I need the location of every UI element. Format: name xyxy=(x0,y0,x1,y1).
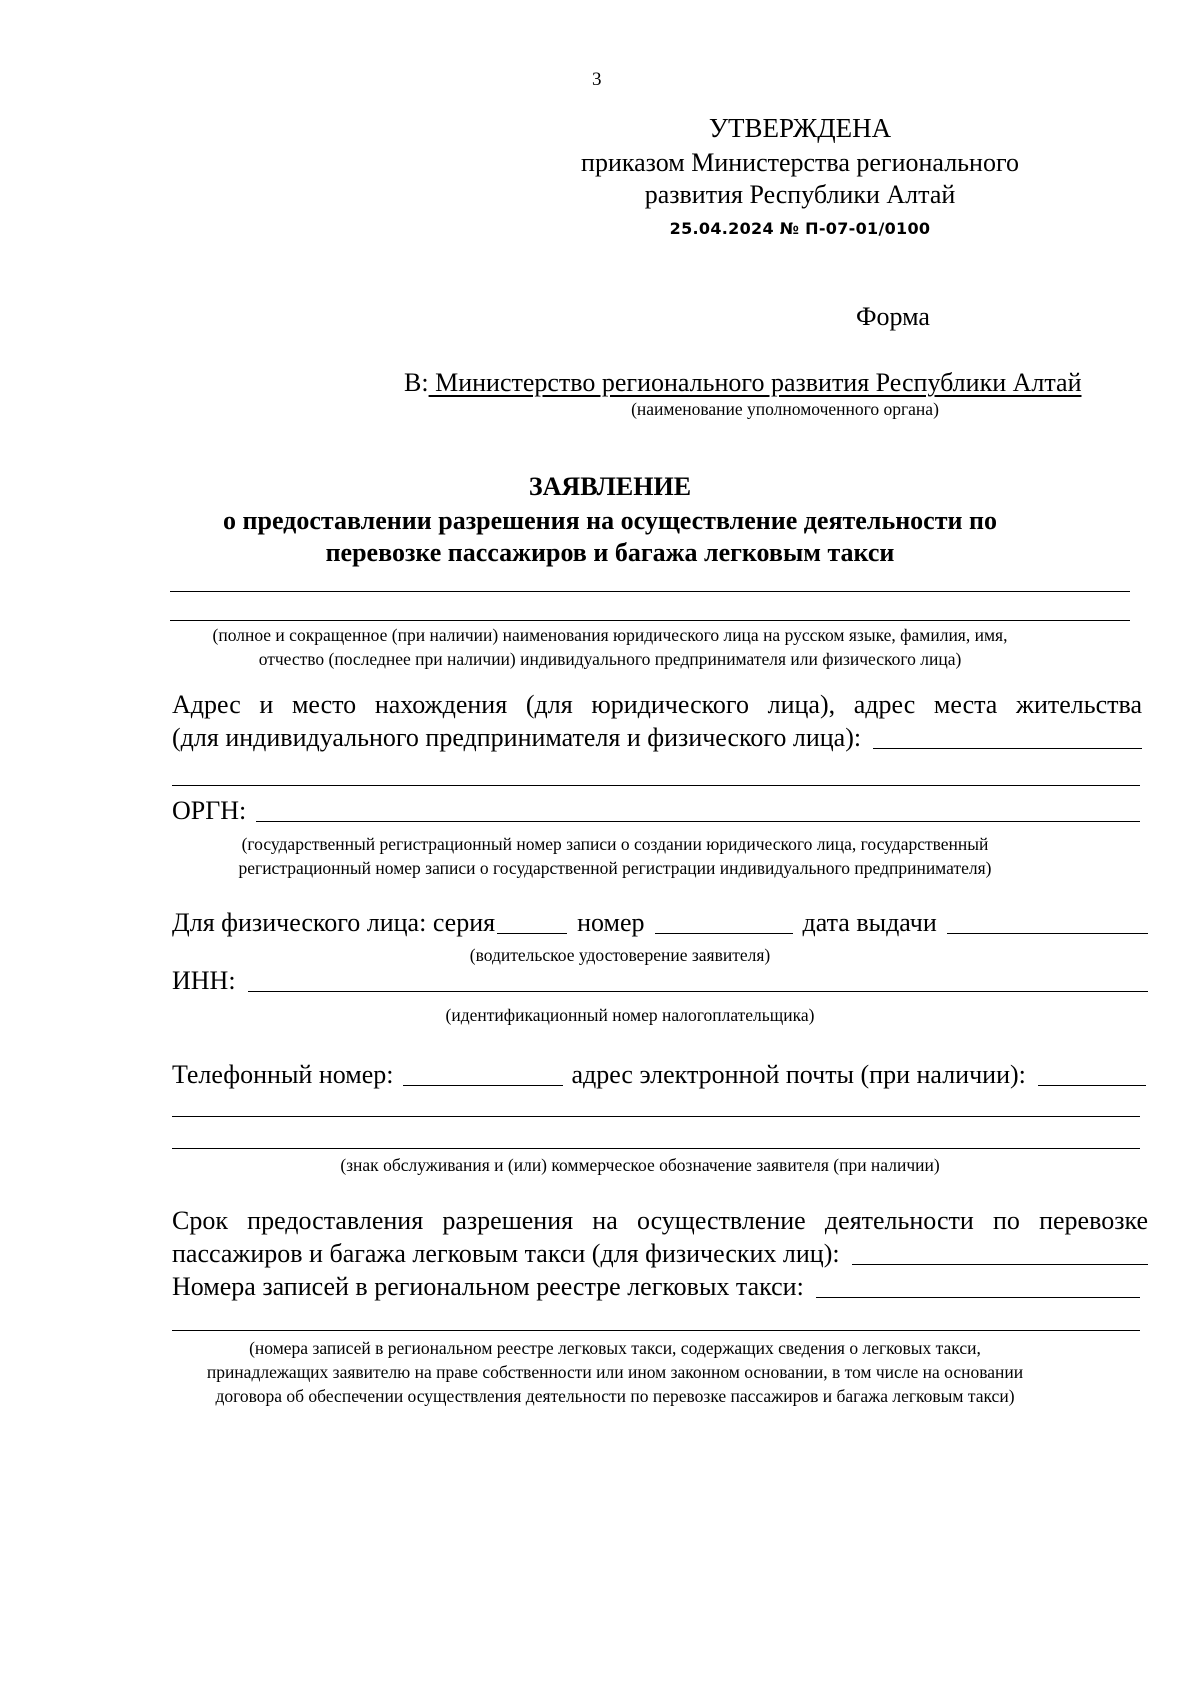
applicant-name-line-2[interactable] xyxy=(170,620,1130,621)
address-row xyxy=(172,723,1142,753)
license-date-field[interactable] xyxy=(947,909,1148,934)
recipient-prefix: В: xyxy=(404,368,429,397)
address-label-1: Адрес и место нахождения (для юридического лица), адрес места жительства xyxy=(172,690,1142,719)
document-title: ЗАЯВЛЕНИЕ xyxy=(528,472,692,501)
registry-row xyxy=(172,1272,1140,1302)
phone-field[interactable] xyxy=(403,1061,563,1086)
license-caption: (водительское удостоверение заявителя) xyxy=(469,945,771,965)
email-label: адрес электронной почты (при наличии): xyxy=(571,1060,1026,1089)
approval-heading: УТВЕРЖДЕНА xyxy=(708,113,892,143)
ogrn-field[interactable] xyxy=(256,797,1140,822)
registry-caption-3: договора об обеспечении осуществления деятельности по перевозке пассажиров и багажа легковым такси) xyxy=(215,1386,1015,1406)
registry-label: Номера записей в региональном реестре легковых такси: xyxy=(172,1272,804,1301)
term-label-1: Срок предоставления разрешения на осуществление деятельности по перевозке xyxy=(172,1206,1148,1235)
inn-caption: (идентификационный номер налогоплательщика) xyxy=(445,1005,815,1025)
applicant-caption-2: отчество (последнее при наличии) индивидуального предпринимателя или физического лица) xyxy=(258,649,962,669)
applicant-name-line-1[interactable] xyxy=(170,591,1130,592)
registry-caption-2: принадлежащих заявителю на праве собственности или ином законном основании, в том числе на основании xyxy=(206,1362,1024,1382)
license-date-label: дата выдачи xyxy=(802,908,937,937)
approval-line-1: приказом Министерства регионального xyxy=(581,148,1019,177)
term-field[interactable] xyxy=(852,1240,1148,1265)
license-series-label: Для физического лица: серия xyxy=(172,908,496,937)
ogrn-label: ОРГН: xyxy=(172,796,247,825)
trademark-line-1[interactable] xyxy=(172,1116,1140,1117)
phone-label: Телефонный номер: xyxy=(172,1060,394,1089)
inn-label: ИНН: xyxy=(172,966,236,995)
address-field-line-2[interactable] xyxy=(172,785,1140,786)
inn-row xyxy=(172,966,1148,996)
ogrn-row xyxy=(172,796,1140,826)
term-label-2: пассажиров и багажа легковым такси (для физических лиц): xyxy=(172,1239,840,1268)
address-label-2: (для индивидуального предпринимателя и физического лица): xyxy=(172,723,862,752)
inn-field[interactable] xyxy=(248,967,1148,992)
title-line-3: перевозке пассажиров и багажа легковым такси xyxy=(325,538,895,567)
recipient-line xyxy=(404,368,1082,398)
registry-field[interactable] xyxy=(816,1273,1140,1298)
trademark-caption: (знак обслуживания и (или) коммерческое обозначение заявителя (при наличии) xyxy=(340,1155,940,1175)
recipient-caption: (наименование уполномоченного органа) xyxy=(631,399,939,419)
order-reference: 25.04.2024 № П-07-01/0100 xyxy=(669,219,931,238)
email-field[interactable] xyxy=(1038,1061,1146,1086)
address-field[interactable] xyxy=(873,724,1142,749)
approval-line-2: развития Республики Алтай xyxy=(644,180,956,209)
form-label: Форма xyxy=(856,302,930,331)
term-row xyxy=(172,1239,1148,1269)
applicant-caption-1: (полное и сокращенное (при наличии) наименования юридического лица на русском языке, фамилия, имя, xyxy=(212,625,1008,645)
ogrn-caption-2: регистрационный номер записи о государственной регистрации индивидуального предпринимателя) xyxy=(238,858,992,878)
ogrn-caption-1: (государственный регистрационный номер записи о создании юридического лица, государственный xyxy=(241,834,989,854)
license-row xyxy=(172,908,1148,938)
license-number-field[interactable] xyxy=(655,909,793,934)
trademark-line-2[interactable] xyxy=(172,1148,1140,1149)
registry-field-line-2[interactable] xyxy=(172,1330,1140,1331)
page-number: 3 xyxy=(592,69,602,90)
contacts-row xyxy=(172,1060,1146,1090)
title-line-2: о предоставлении разрешения на осуществление деятельности по xyxy=(223,506,997,535)
license-series-field[interactable] xyxy=(497,909,567,934)
registry-caption-1: (номера записей в региональном реестре легковых такси, содержащих сведения о легковых такси, xyxy=(249,1338,981,1358)
license-number-label: номер xyxy=(577,908,645,937)
recipient-name: Министерство регионального развития Республики Алтай xyxy=(428,368,1082,397)
